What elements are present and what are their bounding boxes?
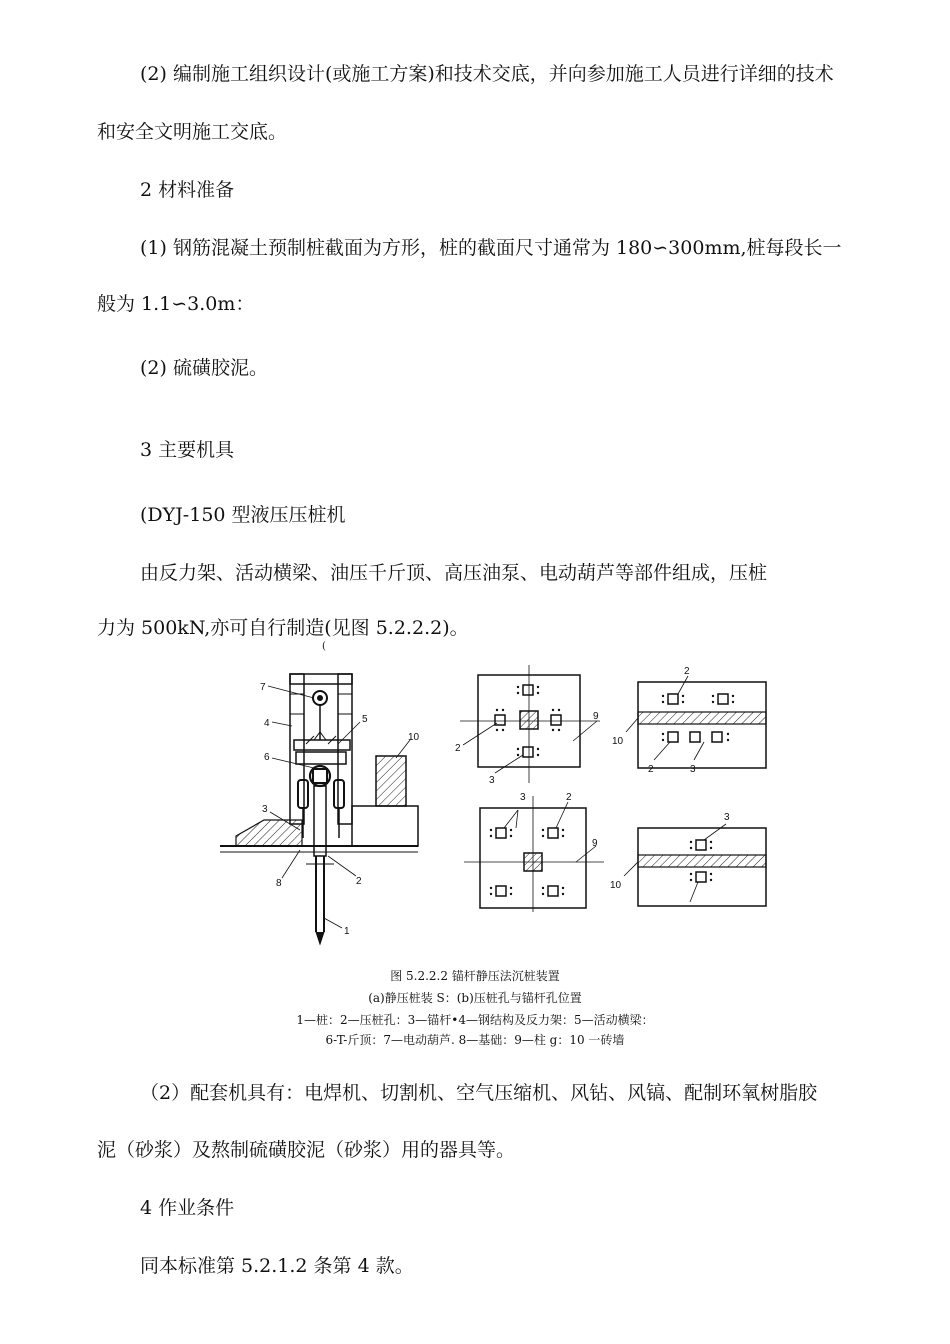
paragraph-material-1-line1: (1) 钢筋混凝土预制桩截面为方形，桩的截面尺寸通常为 180∽300mm,桩每段长一: [140, 237, 842, 259]
fig-b2-label-2-top: 2: [684, 666, 690, 677]
section-heading-materials: 2 材料准备: [140, 179, 235, 201]
section-heading-conditions: 4 作业条件: [140, 1197, 235, 1219]
fig-a-label-8: 8: [276, 878, 282, 889]
fig-b3-label-3: 3: [520, 792, 526, 803]
fig-a-label-7: 7: [260, 682, 266, 693]
fig-b4-label-3: 3: [724, 812, 730, 823]
figure-legend-line2: 6-T-斤顶：7—电动葫芦. 8—基础：9—柱 g：10 一砖墙: [325, 1033, 625, 1047]
figure-caption-subtitle: (a)静压桩装 S：(b)压桩孔与锚杆孔位置: [368, 991, 582, 1005]
stray-mark: (: [322, 641, 326, 652]
fig-b1-label-2: 2: [455, 743, 461, 754]
paragraph-machine-desc-line2: 力为 500kN,亦可自行制造(见图 5.2.2.2)。: [97, 617, 469, 639]
paragraph-prep-2-line1: (2) 编制施工组织设计(或施工方案)和技术交底，并向参加施工人员进行详细的技术: [140, 63, 834, 85]
figure-caption-title: 图 5.2.2.2 锚杆静压法沉桩装置: [390, 969, 560, 983]
section-heading-machinery: 3 主要机具: [140, 439, 235, 461]
paragraph-material-2: (2) 硫磺胶泥。: [140, 357, 268, 379]
fig-b1-label-3: 3: [489, 775, 495, 785]
paragraph-auxiliary-line2: 泥（砂浆）及熬制硫磺胶泥（砂浆）用的器具等。: [97, 1139, 516, 1161]
fig-b3-label-9: 9: [592, 838, 598, 849]
paragraph-conditions: 同本标准第 5.2.1.2 条第 4 款。: [140, 1255, 414, 1277]
fig-b2-label-2-bottom: 2: [648, 764, 654, 775]
fig-b2-label-10: 10: [612, 736, 624, 747]
figure-b-plan-bottom: [460, 788, 610, 913]
fig-a-label-2: 2: [356, 876, 362, 887]
fig-b4-label-10: 10: [610, 880, 622, 891]
paragraph-machine-desc-line1: 由反力架、活动横梁、油压千斤顶、高压油泵、电动葫芦等部件组成，压桩: [140, 562, 768, 584]
fig-a-label-4: 4: [264, 718, 270, 729]
paragraph-material-1-line2: 般为 1.1∽3.0m：: [97, 293, 255, 315]
fig-a-label-1: 1: [344, 926, 350, 937]
fig-b2-label-3: 3: [690, 764, 696, 775]
figure-b-plan-top: [455, 665, 605, 785]
figure-a-pile-device: [210, 660, 440, 950]
figure-legend-line1: 1—桩：2—压桩孔：3—锚杆•4—钢结构及反力架：5—活动横梁：: [296, 1013, 654, 1027]
fig-a-label-5: 5: [362, 714, 368, 725]
paragraph-auxiliary-line1: （2）配套机具有：电焊机、切割机、空气压缩机、风钻、风镐、配制环氧树脂胶: [140, 1082, 818, 1104]
paragraph-machine-1: (DYJ-150 型液压压桩机: [140, 504, 346, 526]
fig-b1-label-9: 9: [593, 711, 599, 722]
figure-b-wall-bottom: [608, 808, 778, 918]
fig-a-label-6: 6: [264, 752, 270, 763]
figure-b-wall-top: [608, 662, 778, 782]
fig-b3-label-2: 2: [566, 792, 572, 803]
paragraph-prep-2-line2: 和安全文明施工交底。: [97, 121, 288, 143]
fig-a-label-3: 3: [262, 804, 268, 815]
fig-a-label-10: 10: [408, 732, 420, 743]
